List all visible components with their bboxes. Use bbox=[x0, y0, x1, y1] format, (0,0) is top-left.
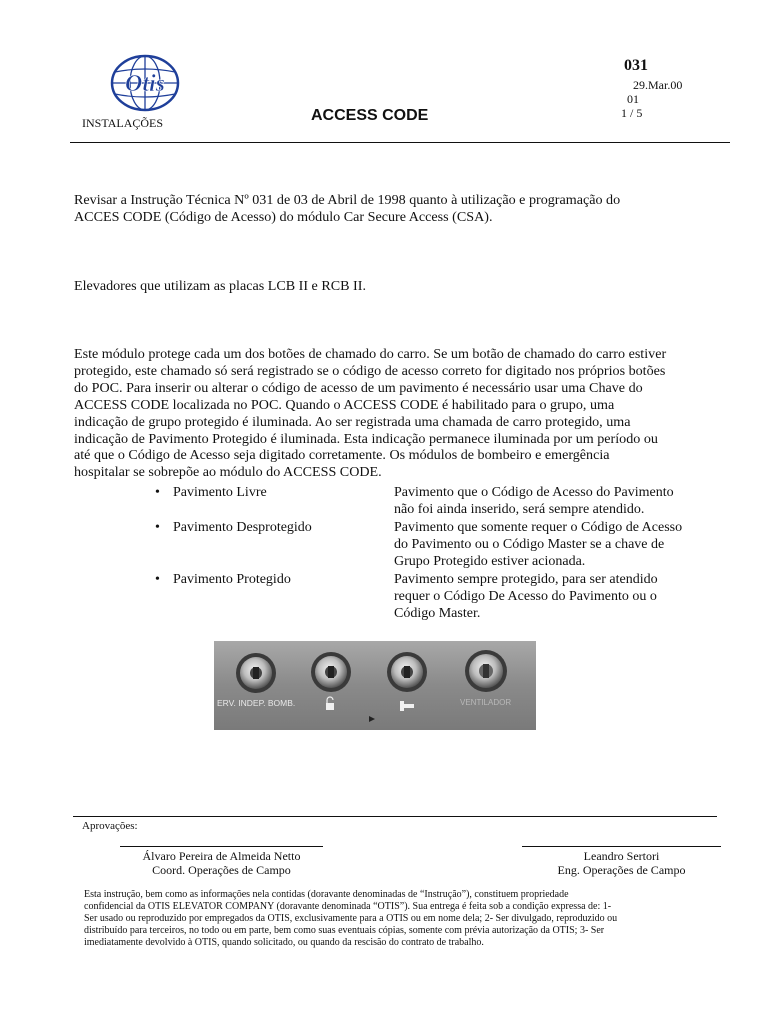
objective-paragraph: Revisar a Instrução Técnica Nº 031 de 03 de Abril de 1998 quanto à utilização e programação do ACCES CODE (Código de Acesso) do módulo Car Secure Access (CSA). bbox=[74, 192, 621, 225]
signature-line-left bbox=[120, 846, 323, 847]
bullet-icon: • bbox=[155, 572, 160, 587]
signature-line-right bbox=[522, 846, 721, 847]
document-date: 29.Mar.00 bbox=[633, 78, 683, 92]
page-title: ACCESS CODE bbox=[311, 107, 429, 124]
otis-logo bbox=[108, 52, 182, 114]
key-switch-panel-photo bbox=[214, 641, 536, 730]
list-item-description: Pavimento que somente requer o Código de Acesso do Pavimento ou o Código Master se a chave de Grupo Protegido estiver acionada. bbox=[394, 520, 683, 569]
header-divider bbox=[70, 142, 730, 143]
list-item-term: Pavimento Livre bbox=[173, 485, 267, 500]
confidentiality-disclaimer: Esta instrução, bem como as informações nela contidas (doravante denominadas de “Instrução”), constituem propriedade confidencial da OTIS ELEVATOR COMPANY (doravante denominada “OTIS”). Sua entrega é feita sob a condição expressa de: 1- Ser usado ou reproduzido por empregados da OTIS, exclusivamente para a OTIS ou em nome dela; 2- Ser divulgado, reproduzido ou distribuído para terceiros, no todo ou em parte, bem como suas eventuais cópias, somente com prévia autorização da OTIS; 3- Ser imediatamente devolvido à OTIS, quando solicitado, ou quando da rescisão do contrato de trabalho. bbox=[84, 889, 618, 948]
list-item-description: Pavimento que o Código de Acesso do Pavimento não foi ainda inserido, será sempre atendido. bbox=[394, 485, 674, 517]
approvals-divider bbox=[73, 816, 717, 817]
document-revision: 01 bbox=[627, 92, 639, 106]
list-item-description: Pavimento sempre protegido, para ser atendido requer o Código De Acesso do Pavimento ou o Código Master. bbox=[394, 572, 658, 621]
description-paragraph: Este módulo protege cada um dos botões de chamado do carro. Se um botão de chamado do carro estiver protegido, este chamado só será registrado se o código de acesso correto for digitado nos próprios botões do POC. Para inserir ou alterar o código de acesso de um pavimento é necessário usar uma Chave do ACCESS CODE localizada no POC. Quando o ACCESS CODE é habilitado para o grupo, uma indicação de grupo protegido é iluminada. Ao ser registrada uma chamada de carro protegido, uma indicação de Pavimento Protegido é iluminada. Esta indicação permanece iluminada por um período ou até que o Código de Acesso seja digitado corretamente. Os módulos de bombeiro e emergência hospitalar se sobrepõe ao módulo do ACCESS CODE. bbox=[74, 346, 667, 481]
panel-label-left: ERV. INDEP. BOMB. bbox=[217, 698, 296, 708]
panel-label-right: VENTILADOR bbox=[460, 698, 512, 707]
application-paragraph: Elevadores que utilizam as placas LCB II e RCB II. bbox=[74, 278, 366, 294]
document-number: 031 bbox=[624, 57, 648, 74]
globe-icon bbox=[108, 52, 182, 114]
list-item-term: Pavimento Protegido bbox=[173, 572, 291, 587]
approver-name-right: Leandro Sertori bbox=[583, 849, 660, 863]
approver-role-left: Coord. Operações de Campo bbox=[152, 863, 291, 877]
list-item-term: Pavimento Desprotegido bbox=[173, 520, 312, 535]
bullet-icon: • bbox=[155, 520, 160, 535]
key-switch-icon bbox=[465, 650, 507, 692]
key-switch-icon bbox=[311, 652, 351, 692]
list-item bbox=[155, 519, 735, 570]
department-label: INSTALAÇÕES bbox=[82, 116, 164, 130]
bullet-icon: • bbox=[155, 485, 160, 500]
approver-role-right: Eng. Operações de Campo bbox=[557, 863, 686, 877]
list-item bbox=[155, 484, 735, 518]
key-switch-icon bbox=[387, 652, 427, 692]
page-number: 1 / 5 bbox=[621, 106, 643, 120]
logo-text: Otis bbox=[124, 71, 166, 97]
floor-types-list bbox=[155, 484, 735, 622]
list-item bbox=[155, 571, 735, 622]
approver-name-left: Álvaro Pereira de Almeida Netto bbox=[142, 849, 301, 863]
approvals-label: Aprovações: bbox=[82, 820, 138, 832]
key-switch-icon bbox=[236, 653, 276, 693]
